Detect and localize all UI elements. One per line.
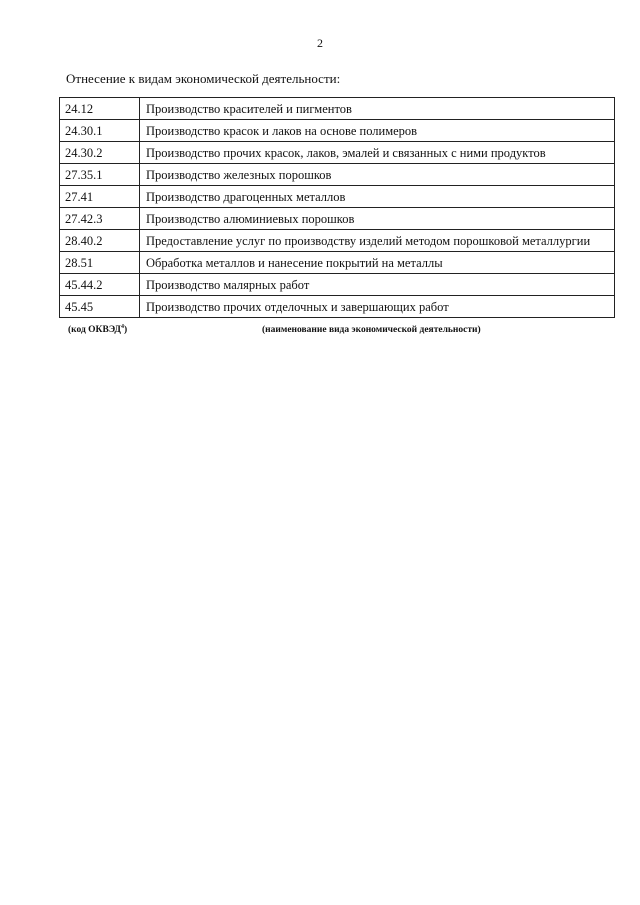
okved-code-cell: 24.12 <box>60 98 140 120</box>
table-row <box>60 142 615 164</box>
table-row <box>60 164 615 186</box>
activity-name-cell: Производство драгоценных металлов <box>140 186 615 208</box>
activity-name-cell: Производство красок и лаков на основе полимеров <box>140 120 615 142</box>
okved-code-cell: 27.35.1 <box>60 164 140 186</box>
okved-code-cell: 24.30.1 <box>60 120 140 142</box>
activity-name-cell: Производство железных порошков <box>140 164 615 186</box>
okved-code-cell: 24.30.2 <box>60 142 140 164</box>
section-heading: Отнесение к видам экономической деятельности: <box>66 71 341 86</box>
activity-name-cell: Обработка металлов и нанесение покрытий на металлы <box>140 252 615 274</box>
table-row <box>60 296 615 318</box>
activity-name-cell: Производство алюминиевых порошков <box>140 208 615 230</box>
okved-code-cell: 28.40.2 <box>60 230 140 252</box>
table-row <box>60 208 615 230</box>
okved-code-cell: 27.42.3 <box>60 208 140 230</box>
code-column-caption <box>68 324 127 336</box>
okved-code-cell: 45.45 <box>60 296 140 318</box>
okved-code-cell: 45.44.2 <box>60 274 140 296</box>
table-row <box>60 252 615 274</box>
table-row <box>60 186 615 208</box>
code-caption-close: ) <box>123 325 128 335</box>
table-row <box>60 274 615 296</box>
activity-name-cell: Производство малярных работ <box>140 274 615 296</box>
okved-table <box>59 97 615 318</box>
table-row <box>60 98 615 120</box>
code-caption-label: (код ОКВЭД <box>68 325 121 335</box>
name-column-caption: (наименование вида экономической деятельности) <box>262 325 481 335</box>
table-row <box>60 230 615 252</box>
okved-code-cell: 28.51 <box>60 252 140 274</box>
table-row <box>60 120 615 142</box>
activity-name-cell: Производство прочих красок, лаков, эмалей и связанных с ними продуктов <box>140 142 615 164</box>
okved-code-cell: 27.41 <box>60 186 140 208</box>
footnote-marker: 4 <box>120 323 124 330</box>
page-number: 2 <box>317 36 323 50</box>
activity-name-cell: Предоставление услуг по производству изделий методом порошковой металлургии <box>140 230 615 252</box>
activity-name-cell: Производство прочих отделочных и завершающих работ <box>140 296 615 318</box>
activity-name-cell: Производство красителей и пигментов <box>140 98 615 120</box>
